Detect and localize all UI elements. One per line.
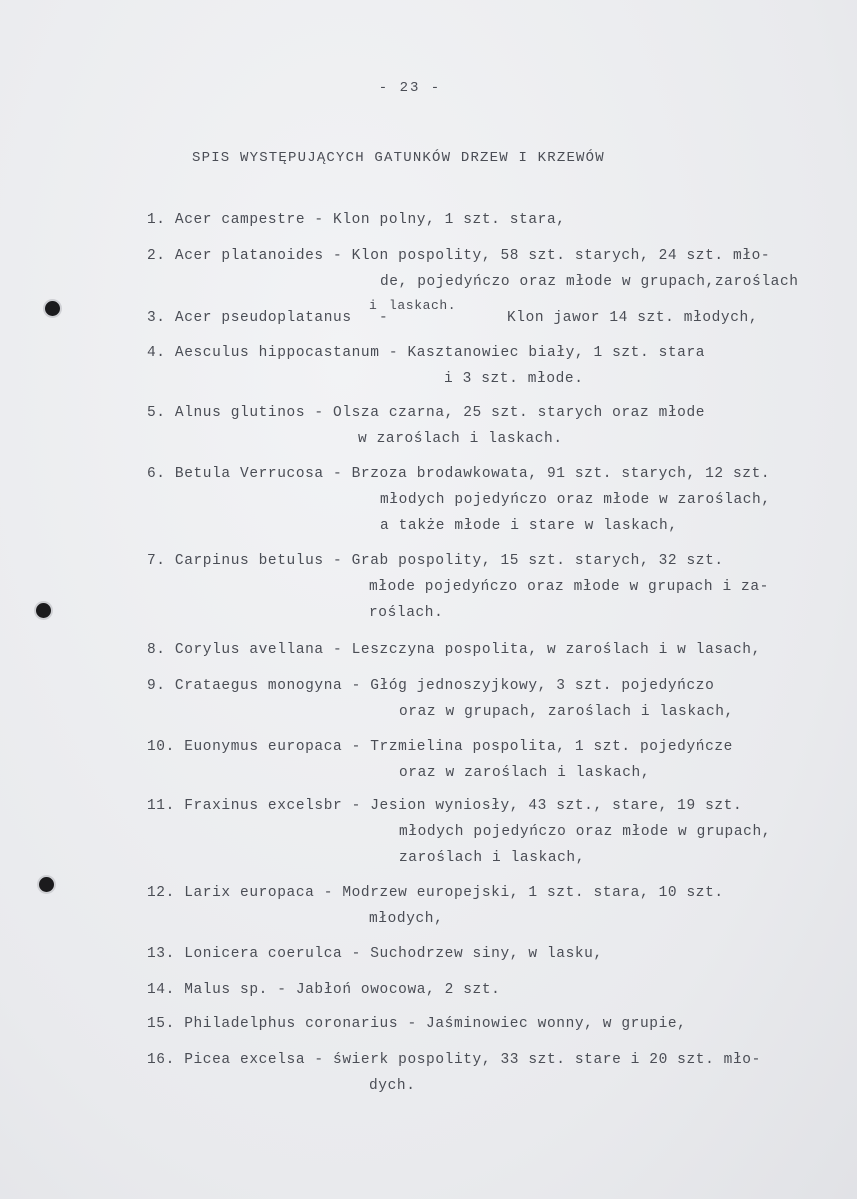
list-item-continuation: i 3 szt. młode. [444,371,584,387]
punch-hole [39,877,54,892]
document-title: SPIS WYSTĘPUJĄCYCH GATUNKÓW DRZEW I KRZEWÓW [192,150,605,166]
list-item: 12. Larix europaca - Modrzew europejski, 1 szt. stara, 10 szt. [147,885,724,901]
list-item: 5. Alnus glutinos - Olsza czarna, 25 szt. starych oraz młode [147,405,706,421]
list-item-continuation: a także młode i stare w laskach, [380,518,678,534]
punch-hole [45,301,60,316]
list-item: 3. Acer pseudoplatanus [147,310,352,326]
list-item-continuation: Klon jawor 14 szt. młodych, [507,310,759,326]
list-item-sup: laskach. [389,298,457,313]
list-item: 14. Malus sp. - Jabłoń owocowa, 2 szt. [147,982,501,998]
list-item: 16. Picea excelsa - świerk pospolity, 33 szt. stare i 20 szt. mło- [147,1052,761,1068]
list-item: 15. Philadelphus coronarius - Jaśminowiec wonny, w grupie, [147,1016,687,1032]
list-item: 4. Aesculus hippocastanum - Kasztanowiec biały, 1 szt. stara [147,345,706,361]
list-item-continuation: oraz w grupach, zaroślach i laskach, [399,704,734,720]
list-item-sup: i [369,298,378,313]
list-item-continuation: oraz w zaroślach i laskach, [399,765,651,781]
list-item: 1. Acer campestre - Klon polny, 1 szt. stara, [147,212,566,228]
list-item-continuation: młodych, [369,911,444,927]
page-number: - 23 - [378,80,442,96]
list-item: 11. Fraxinus excelsbr - Jesion wyniosły, 43 szt., stare, 19 szt. [147,798,743,814]
list-item: 2. Acer platanoides - Klon pospolity, 58 szt. starych, 24 szt. mło- [147,248,771,264]
list-item: 6. Betula Verrucosa - Brzoza brodawkowata, 91 szt. starych, 12 szt. [147,466,771,482]
list-item-continuation: de, pojedyńczo oraz młode w grupach,zaroślach [380,274,799,290]
list-item-continuation: młodych pojedyńczo oraz młode w zaroślach, [380,492,771,508]
list-item: 9. Crataegus monogyna - Głóg jednoszyjkowy, 3 szt. pojedyńczo [147,678,715,694]
list-item-continuation: młodych pojedyńczo oraz młode w grupach, [399,824,772,840]
list-item-continuation: dych. [369,1078,416,1094]
list-item-continuation: roślach. [369,605,444,621]
list-item: 7. Carpinus betulus - Grab pospolity, 15 szt. starych, 32 szt. [147,553,724,569]
list-item-continuation: zaroślach i laskach, [399,850,586,866]
punch-hole [36,603,51,618]
list-item-continuation: młode pojedyńczo oraz młode w grupach i za- [369,579,769,595]
list-item: 13. Lonicera coerulca - Suchodrzew siny, w lasku, [147,946,603,962]
list-item: 8. Corylus avellana - Leszczyna pospolita, w zaroślach i w lasach, [147,642,761,658]
list-item: 10. Euonymus europaca - Trzmielina pospolita, 1 szt. pojedyńcze [147,739,733,755]
list-item-continuation: w zaroślach i laskach. [358,431,563,447]
list-item-dash: - [379,310,389,326]
